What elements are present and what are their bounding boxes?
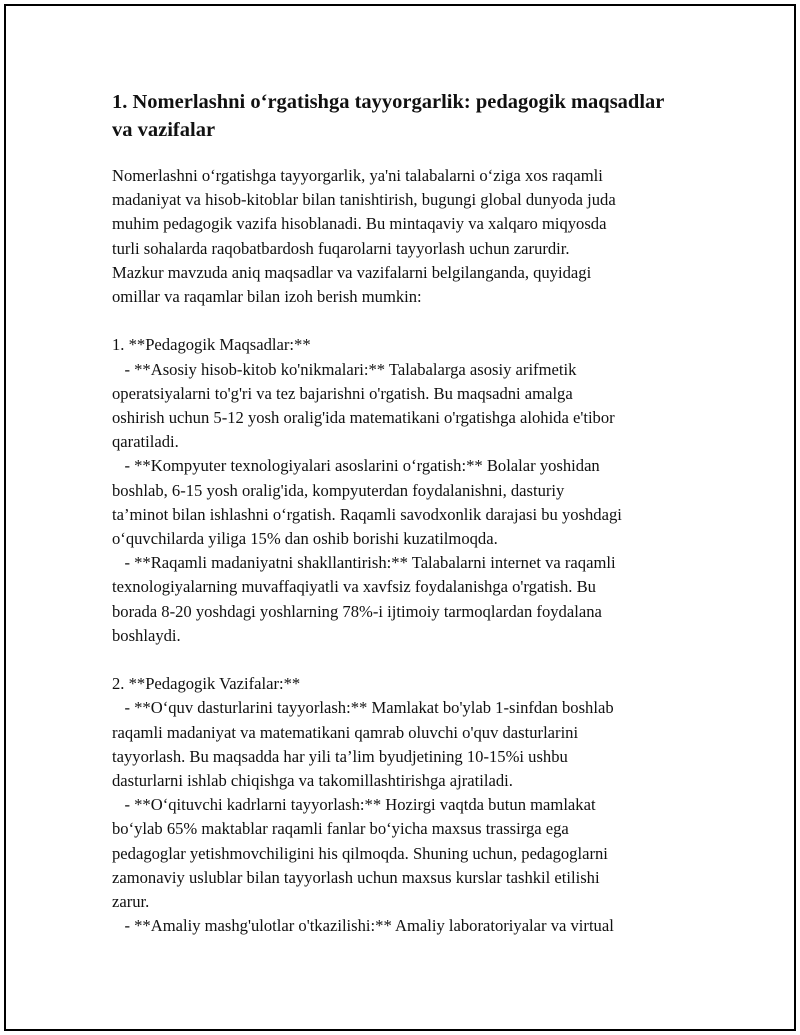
body-line: omillar va raqamlar bilan izoh berish mumkin: (112, 287, 422, 307)
body-text (112, 164, 694, 938)
body-line: zarur. (112, 892, 150, 912)
blank-line (112, 309, 694, 333)
body-line: Nomerlashni o‘rgatishga tayyorgarlik, ya'ni talabalarni o‘ziga xos raqamli (112, 166, 603, 185)
body-line: borada 8-20 yoshdagi yoshlarning 78%-i ijtimoiy tarmoqlardan foydalana (112, 601, 602, 621)
body-line: raqamli madaniyat va matematikani qamrab oluvchi o'quv dasturlarini (112, 722, 579, 742)
body-line: boshlaydi. (112, 625, 181, 645)
body-line: o‘quvchilarda yiliga 15% dan oshib borishi kuzatilmoqda. (112, 529, 498, 549)
body-line: 2. **Pedagogik Vazifalar:** (112, 674, 301, 694)
body-line: - **Amaliy mashg'ulotlar o'tkazilishi:** Amaliy laboratoriyalar va virtual (112, 916, 614, 936)
body-line: texnologiyalarning muvaffaqiyatli va xavfsiz foydalanishga o'rgatish. Bu (112, 577, 596, 597)
body-line: - **Asosiy hisob-kitob ko'nikmalari:** Talabalarga asosiy arifmetik (112, 359, 577, 379)
body-line: ta’minot bilan ishlashni o‘rgatish. Raqamli savodxonlik darajasi bu yoshdagi (112, 504, 622, 524)
body-line: dasturlarni ishlab chiqishga va takomillashtirishga ajratiladi. (112, 771, 513, 791)
body-line: madaniyat va hisob-kitoblar bilan tanishtirish, bugungi global dunyoda juda (112, 190, 616, 210)
section-title-line: 1. Nomerlashni o‘rgatishga tayyorgarlik: pedagogik maqsadlar (112, 91, 665, 113)
body-line: - **O‘qituvchi kadrlarni tayyorlash:** Hozirgi vaqtda butun mamlakat (112, 795, 596, 815)
body-line: zamonaviy uslublar bilan tayyorlash uchun maxsus kurslar tashkil etilishi (112, 867, 600, 887)
body-line: muhim pedagogik vazifa hisoblanadi. Bu mintaqaviy va xalqaro miqyosda (112, 214, 607, 234)
body-line: operatsiyalarni to'g'ri va tez bajarishni o'rgatish. Bu maqsadni amalga (112, 383, 573, 403)
body-line: 1. **Pedagogik Maqsadlar:** (112, 335, 311, 355)
section-title-line: va vazifalar (112, 119, 216, 141)
body-line: pedagoglar yetishmovchiligini his qilmoqda. Shuning uchun, pedagoglarni (112, 843, 608, 863)
body-line: - **Raqamli madaniyatni shakllantirish:** Talabalarni internet va raqamli (112, 553, 616, 573)
blank-line (112, 648, 694, 672)
body-line: turli sohalarda raqobatbardosh fuqarolarni tayyorlash uchun zarurdir. (112, 238, 570, 258)
body-line: qaratiladi. (112, 432, 179, 452)
body-line: - **Kompyuter texnologiyalari asoslarini o‘rgatish:** Bolalar yoshidan (112, 456, 600, 476)
body-line: oshirish uchun 5-12 yosh oralig'ida matematikani o'rgatishga alohida e'tibor (112, 408, 615, 428)
body-line: boshlab, 6-15 yosh oralig'ida, kompyuterdan foydalanishni, dasturiy (112, 480, 565, 500)
body-line: tayyorlash. Bu maqsadda har yili ta’lim byudjetining 10-15%i ushbu (112, 746, 568, 766)
document-content (112, 88, 694, 938)
body-line: Mazkur mavzuda aniq maqsadlar va vazifalarni belgilanganda, quyidagi (112, 262, 592, 282)
section-title (112, 88, 694, 144)
body-line: - **O‘quv dasturlarini tayyorlash:** Mamlakat bo'ylab 1-sinfdan boshlab (112, 698, 614, 718)
body-line: bo‘ylab 65% maktablar raqamli fanlar bo‘yicha maxsus trassirga ega (112, 819, 569, 839)
